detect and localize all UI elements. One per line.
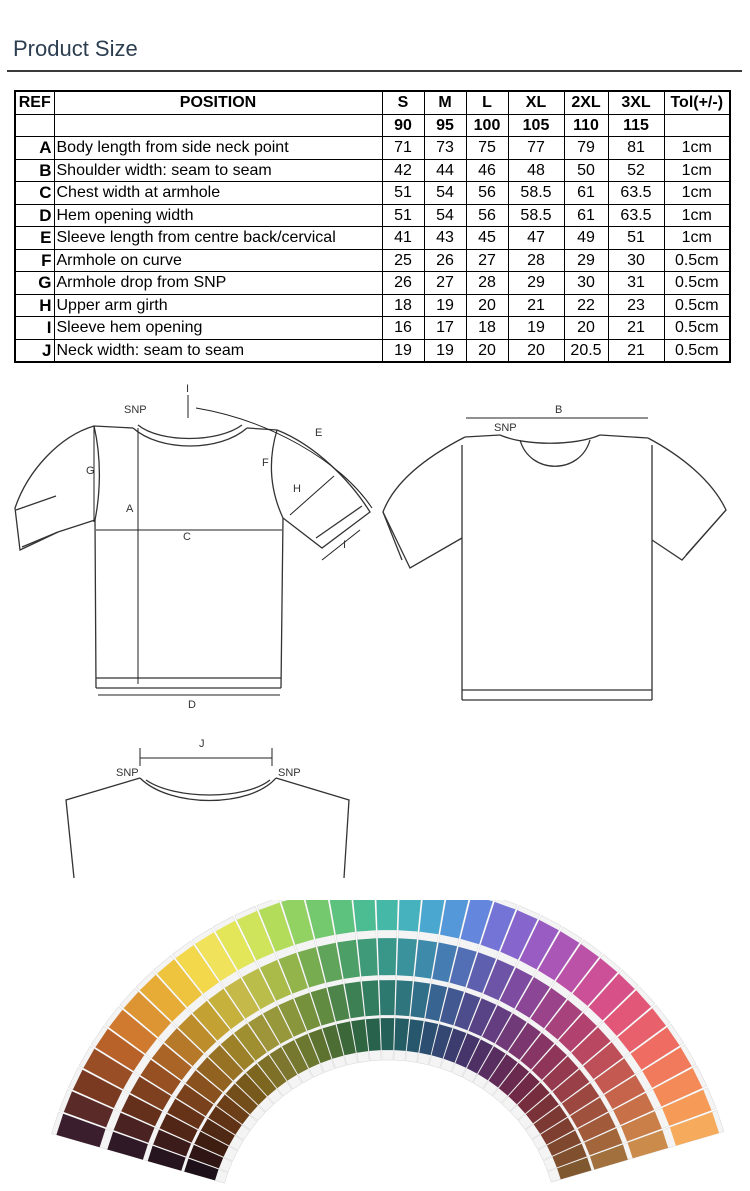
row-tolerance: 0.5cm [664,294,730,317]
row-value: 54 [424,182,466,205]
measure-label-i-sleeve: I [343,539,347,551]
row-value: 77 [508,137,564,160]
header-size-s: S [382,91,424,114]
row-value: 20 [508,339,564,362]
row-ref: C [15,182,54,205]
row-position: Sleeve length from centre back/cervical [54,227,382,250]
row-tolerance: 0.5cm [664,249,730,272]
row-position: Neck width: seam to seam [54,339,382,362]
row-value: 25 [382,249,424,272]
snp-label-left: SNP [116,767,139,779]
row-value: 42 [382,159,424,182]
row-tolerance: 1cm [664,159,730,182]
row-ref: I [15,317,54,340]
chest-size-2xl: 110 [564,114,608,137]
row-value: 27 [466,249,508,272]
row-value: 58.5 [508,182,564,205]
chest-size-row [15,114,730,137]
color-swatch [376,900,398,930]
title-divider [7,70,742,72]
row-value: 63.5 [608,204,664,227]
row-value: 29 [508,272,564,295]
row-value: 41 [382,227,424,250]
row-position: Hem opening width [54,204,382,227]
row-value: 61 [564,182,608,205]
row-tolerance: 1cm [664,227,730,250]
row-value: 22 [564,294,608,317]
row-value: 30 [564,272,608,295]
measure-label-f: F [262,457,269,469]
row-value: 73 [424,137,466,160]
row-position: Body length from side neck point [54,137,382,160]
front-measurement-lines [94,395,372,695]
front-labels [86,383,346,711]
row-value: 21 [508,294,564,317]
row-value: 47 [508,227,564,250]
table-header-row [15,91,730,114]
table-row [15,137,730,160]
row-value: 28 [466,272,508,295]
snp-label: SNP [494,422,517,434]
row-position: Armhole drop from SNP [54,272,382,295]
color-swatch-fan [0,900,750,1191]
header-position: POSITION [54,91,382,114]
header-size-2xl: 2XL [564,91,608,114]
table-row [15,182,730,205]
row-ref: F [15,249,54,272]
row-value: 49 [564,227,608,250]
row-value: 26 [424,249,466,272]
row-ref: J [15,339,54,362]
measure-label-b: B [555,404,563,416]
row-value: 18 [466,317,508,340]
color-swatch [366,1018,381,1051]
row-value: 54 [424,204,466,227]
row-value: 81 [608,137,664,160]
row-value: 48 [508,159,564,182]
back-labels [494,404,562,434]
row-value: 79 [564,137,608,160]
row-value: 19 [508,317,564,340]
table-row [15,227,730,250]
row-ref: A [15,137,54,160]
measure-label-j: J [199,738,205,750]
color-swatch [396,980,413,1016]
back-tshirt-outline [383,435,726,700]
measure-label-e: E [315,427,323,439]
row-value: 17 [424,317,466,340]
color-swatch [362,980,379,1016]
row-value: 20 [466,339,508,362]
row-value: 26 [382,272,424,295]
front-view-diagram [0,380,390,715]
size-table [14,90,731,363]
row-value: 46 [466,159,508,182]
row-value: 63.5 [608,182,664,205]
table-row [15,204,730,227]
row-value: 27 [424,272,466,295]
neck-width-diagram [60,735,360,885]
table-row [15,317,730,340]
snp-label-right: SNP [278,767,301,779]
color-swatch [378,938,397,975]
row-ref: G [15,272,54,295]
color-swatch [352,900,376,932]
neck-outline [66,778,349,878]
measure-label-d: D [188,699,196,711]
row-position: Sleeve hem opening [54,317,382,340]
chest-size-l: 100 [466,114,508,137]
page-title: Product Size [13,36,138,61]
color-swatch [399,900,423,932]
row-value: 30 [608,249,664,272]
chest-size-m: 95 [424,114,466,137]
header-size-3xl: 3XL [608,91,664,114]
row-value: 21 [608,317,664,340]
row-tolerance: 1cm [664,204,730,227]
header-ref: REF [15,91,54,114]
row-tolerance: 0.5cm [664,339,730,362]
row-value: 23 [608,294,664,317]
row-value: 16 [382,317,424,340]
snp-label: SNP [124,404,147,416]
measure-label-c: C [183,531,191,543]
row-position: Upper arm girth [54,294,382,317]
front-tshirt-outline [15,425,370,688]
row-value: 58.5 [508,204,564,227]
row-ref: E [15,227,54,250]
row-position: Shoulder width: seam to seam [54,159,382,182]
row-value: 75 [466,137,508,160]
row-value: 19 [424,339,466,362]
row-value: 56 [466,204,508,227]
row-tolerance: 0.5cm [664,272,730,295]
measure-label-h: H [293,483,301,495]
measure-label-a: A [126,503,134,515]
row-value: 45 [466,227,508,250]
row-ref: D [15,204,54,227]
color-swatch [379,980,395,1015]
row-ref: H [15,294,54,317]
header-size-xl: XL [508,91,564,114]
measure-label-i-top: I [186,383,190,395]
row-ref: B [15,159,54,182]
table-row [15,272,730,295]
row-value: 18 [382,294,424,317]
row-value: 28 [508,249,564,272]
row-value: 50 [564,159,608,182]
measure-label-g: G [86,465,95,477]
row-position: Armhole on curve [54,249,382,272]
chest-size-xl: 105 [508,114,564,137]
color-swatch [381,1018,395,1050]
row-tolerance: 1cm [664,137,730,160]
chest-size-3xl: 115 [608,114,664,137]
table-cell [15,114,54,137]
row-value: 43 [424,227,466,250]
row-position: Chest width at armhole [54,182,382,205]
row-value: 52 [608,159,664,182]
row-value: 44 [424,159,466,182]
row-value: 56 [466,182,508,205]
row-value: 19 [424,294,466,317]
row-value: 20 [466,294,508,317]
row-tolerance: 0.5cm [664,317,730,340]
table-cell [54,114,382,137]
color-swatch [394,1018,409,1051]
row-value: 21 [608,339,664,362]
row-value: 19 [382,339,424,362]
row-tolerance: 1cm [664,182,730,205]
row-value: 51 [382,182,424,205]
row-value: 29 [564,249,608,272]
row-value: 20 [564,317,608,340]
row-value: 31 [608,272,664,295]
back-view-diagram [380,395,740,715]
row-value: 51 [382,204,424,227]
row-value: 71 [382,137,424,160]
row-value: 61 [564,204,608,227]
row-value: 20.5 [564,339,608,362]
row-value: 51 [608,227,664,250]
table-row [15,159,730,182]
table-row [15,294,730,317]
neck-measurement-lines [140,748,272,766]
table-cell [664,114,730,137]
header-size-m: M [424,91,466,114]
chest-size-s: 90 [382,114,424,137]
table-row [15,339,730,362]
table-row [15,249,730,272]
header-size-l: L [466,91,508,114]
header-tolerance: Tol(+/-) [664,91,730,114]
